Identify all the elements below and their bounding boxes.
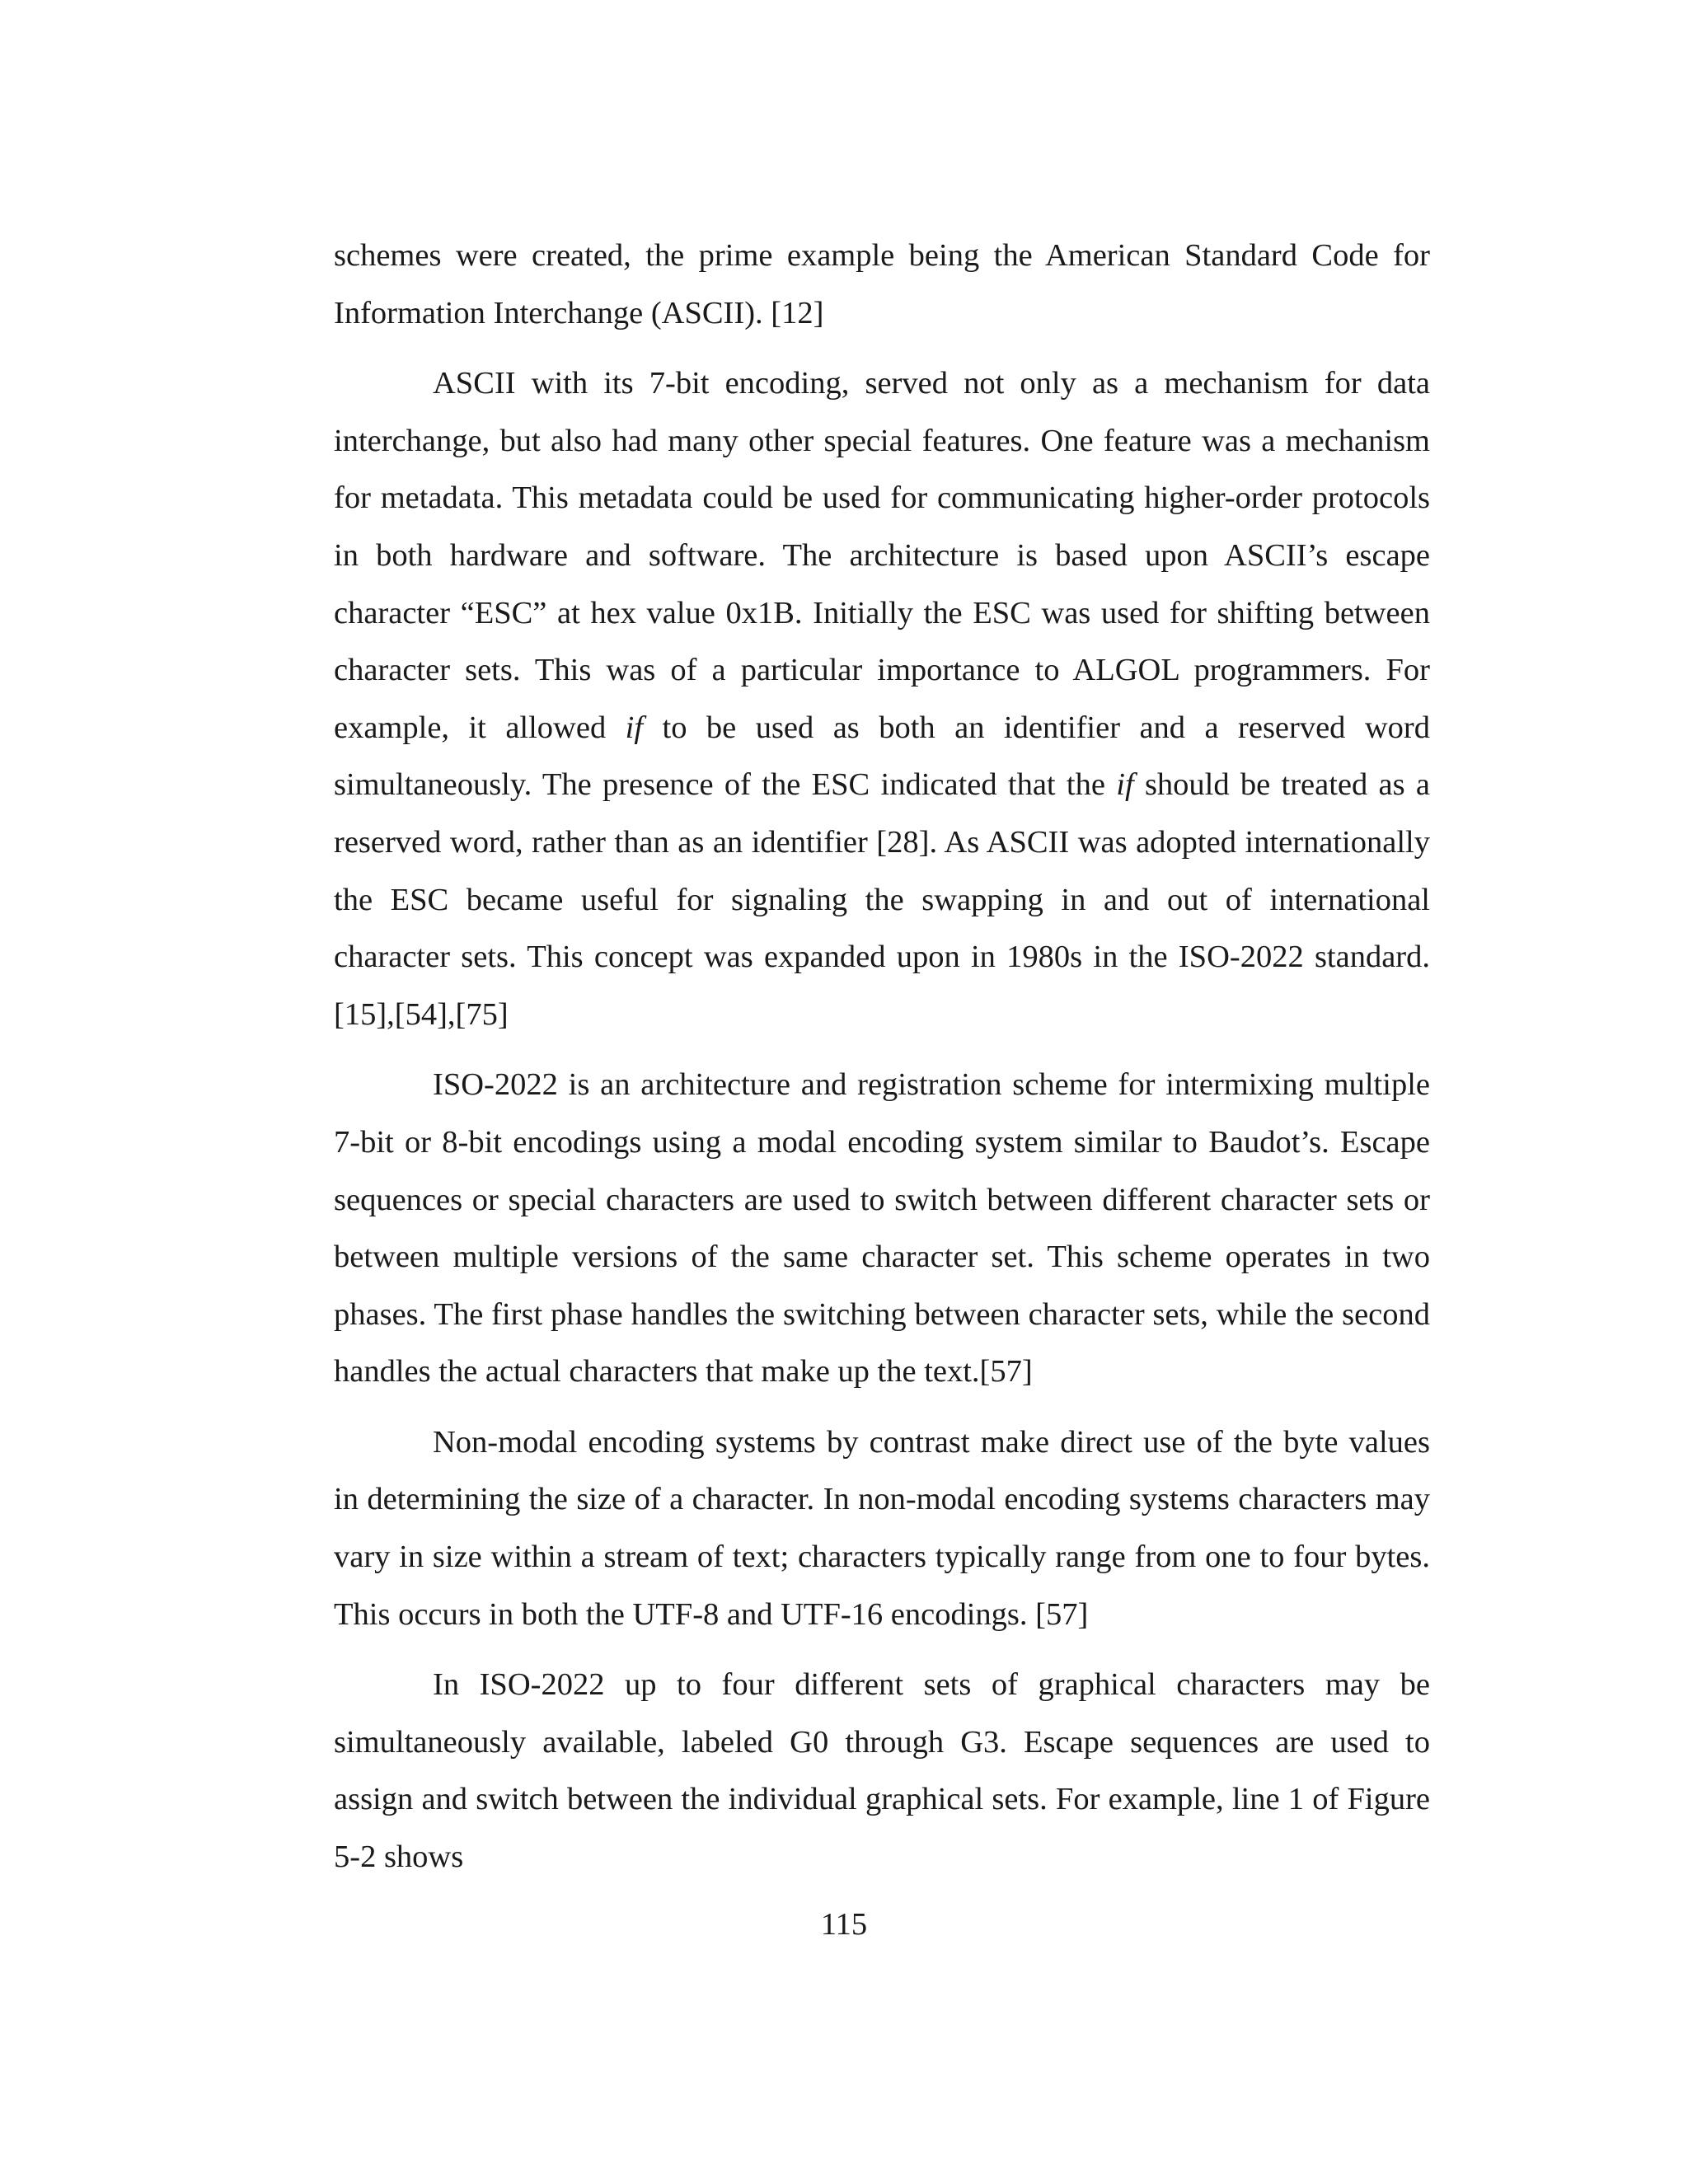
paragraph-4: Non-modal encoding systems by contrast make direct use of the byte values in determining the size of a character. In non-modal encoding systems characters may vary in size within a stream of text; characters typically range from one to four bytes. This occurs in both the UTF-8 and UTF-16 encodings. [57] xyxy=(334,1424,1430,1632)
paragraph-5: In ISO-2022 up to four different sets of graphical characters may be simultaneously available, labeled G0 through G3. Escape sequences are used to assign and switch between the individual graphical sets. For example, line 1 of Figure 5-2 shows xyxy=(334,1667,1430,1875)
paragraph-1: schemes were created, the prime example being the American Standard Code for Information Interchange (ASCII). [12] xyxy=(334,238,1430,330)
keyword-if: if xyxy=(1116,767,1134,803)
paragraph-3: ISO-2022 is an architecture and registration scheme for intermixing multiple 7-bit or 8-bit encodings using a modal encoding system similar to Baudot’s. Escape sequences or special characters are used to switch between different character sets or between multiple versions of the same character set. This scheme operates in two phases. The first phase handles the switching between character sets, while the second handles the actual characters that make up the text.[57] xyxy=(334,1067,1430,1390)
page-body xyxy=(334,227,1430,1900)
page-number: 115 xyxy=(820,1907,868,1942)
paragraph-2-text: ASCII with its 7-bit encoding, served not only as a mechanism for data interchange, but also had many other special features. One feature was a mechanism for metadata. This metadata could be used for communicating higher-order protocols in both hardware and software. The architecture is based upon ASCII’s escape character “ESC” at hex value 0x1B. Initially the ESC was used for shifting between character sets. This was of a particular importance to ALGOL programmers. For example, it allowed xyxy=(334,366,1430,745)
paragraph-2-text: to be used as both an identifier and a reserved word simultaneously. The presence of the ESC indicated that the xyxy=(334,710,1430,803)
paragraph-2-text: should be treated as a reserved word, rather than as an identifier [28]. As ASCII was adopted internationally the ESC became useful for signaling the swapping in and out of international character sets. This concept was expanded upon in 1980s in the ISO-2022 standard. [15],[54],[75] xyxy=(334,767,1431,1032)
paragraph-2 xyxy=(334,355,1430,1043)
keyword-if: if xyxy=(625,710,644,745)
